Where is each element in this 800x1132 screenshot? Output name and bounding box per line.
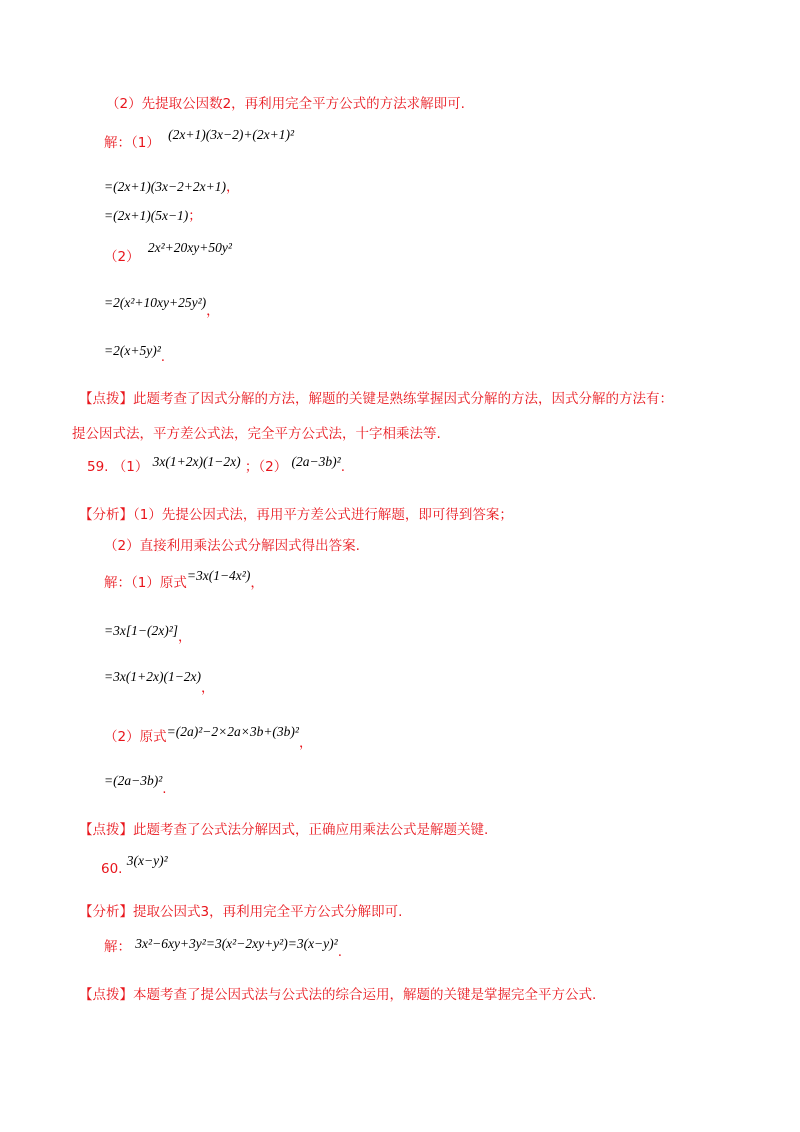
solution-label: 解：（1） bbox=[104, 135, 160, 151]
formula-step: =2(x+5y)² bbox=[104, 343, 161, 358]
answer-60 bbox=[101, 853, 168, 878]
solution-start bbox=[104, 936, 343, 960]
answer-59 bbox=[87, 454, 345, 476]
formula-step: =(2x+1)(5x−1) bbox=[104, 208, 189, 223]
part-label: （1） bbox=[112, 459, 149, 475]
punct: ， bbox=[206, 303, 220, 319]
formula-expression: 3x²−6xy+3y²=3(x²−2xy+y²)=3(x−y)² bbox=[135, 936, 338, 951]
punct: ， bbox=[250, 575, 264, 591]
solution-1-start bbox=[104, 127, 295, 152]
formula-expression: =3x(1−4x²) bbox=[186, 568, 251, 583]
solution-2-start bbox=[104, 724, 313, 751]
punct: ， bbox=[226, 179, 240, 195]
formula-step: =(2a−3b)² bbox=[104, 773, 163, 788]
analysis-line: 【分析】提取公因式3，再利用完全平方公式分解即可. bbox=[79, 904, 403, 920]
punct: . bbox=[337, 944, 343, 960]
solution-label: 解：（1）原式 bbox=[104, 575, 187, 591]
solution-label: （2）原式 bbox=[104, 729, 167, 745]
solution-step bbox=[104, 294, 220, 319]
question-number: 60. bbox=[101, 861, 123, 877]
analysis-line-2: （2）直接利用乘法公式分解因式得出答案. bbox=[104, 538, 360, 554]
punct: . bbox=[162, 781, 167, 797]
punct: ， bbox=[201, 680, 215, 696]
formula-step: =3x(1+2x)(1−2x) bbox=[104, 669, 202, 684]
solution-step bbox=[104, 342, 166, 365]
formula-step: =3x[1−(2x)²] bbox=[104, 623, 178, 638]
answer-formula-1: 3x(1+2x)(1−2x) bbox=[152, 454, 241, 469]
question-number: 59. bbox=[87, 459, 109, 475]
answer-formula: 3(x−y)² bbox=[126, 853, 168, 868]
punct: ； bbox=[188, 208, 202, 224]
answer-formula-2: (2a−3b)² bbox=[291, 454, 341, 469]
solution-label: 解： bbox=[104, 939, 131, 955]
punct: . bbox=[160, 349, 166, 365]
remark-line: 【点拨】此题考查了因式分解的方法，解题的关键是熟练掌握因式分解的方法，因式分解的方法有： bbox=[79, 391, 673, 407]
solution-step bbox=[104, 668, 215, 696]
punct: . bbox=[340, 459, 345, 475]
solution-step bbox=[104, 622, 192, 645]
solution-1-start bbox=[104, 568, 264, 592]
formula-expression: =(2a)²−2×2a×3b+(3b)² bbox=[166, 724, 299, 739]
remark-line: 【点拨】此题考查了公式法分解因式，正确应用乘法公式是解题关键. bbox=[79, 822, 489, 838]
solution-step bbox=[104, 772, 167, 797]
analysis-line: 【分析】（1）先提公因式法，再用平方差公式进行解题，即可得到答案； bbox=[79, 507, 513, 523]
punct: ， bbox=[298, 735, 313, 751]
remark-line-cont: 提公因式法，平方差公式法，完全平方公式法，十字相乘法等. bbox=[72, 426, 441, 442]
hint-line-2: （2）先提取公因数2，再利用完全平方公式的方法求解即可. bbox=[106, 96, 465, 112]
formula-step: =(2x+1)(3x−2+2x+1) bbox=[104, 179, 227, 194]
solution-2-start bbox=[104, 240, 232, 266]
formula-step: =2(x²+10xy+25y²) bbox=[104, 295, 207, 310]
formula-expression: (2x+1)(3x−2)+(2x+1)² bbox=[168, 127, 295, 142]
remark-line: 【点拨】本题考查了提公因式法与公式法的综合运用，解题的关键是掌握完全平方公式. bbox=[79, 987, 597, 1003]
part-label: ；（2） bbox=[244, 459, 288, 475]
formula-expression: 2x²+20xy+50y² bbox=[147, 240, 232, 255]
solution-step bbox=[104, 207, 202, 225]
part-label: （2） bbox=[104, 249, 140, 265]
solution-step bbox=[104, 178, 240, 196]
punct: ， bbox=[178, 629, 192, 645]
